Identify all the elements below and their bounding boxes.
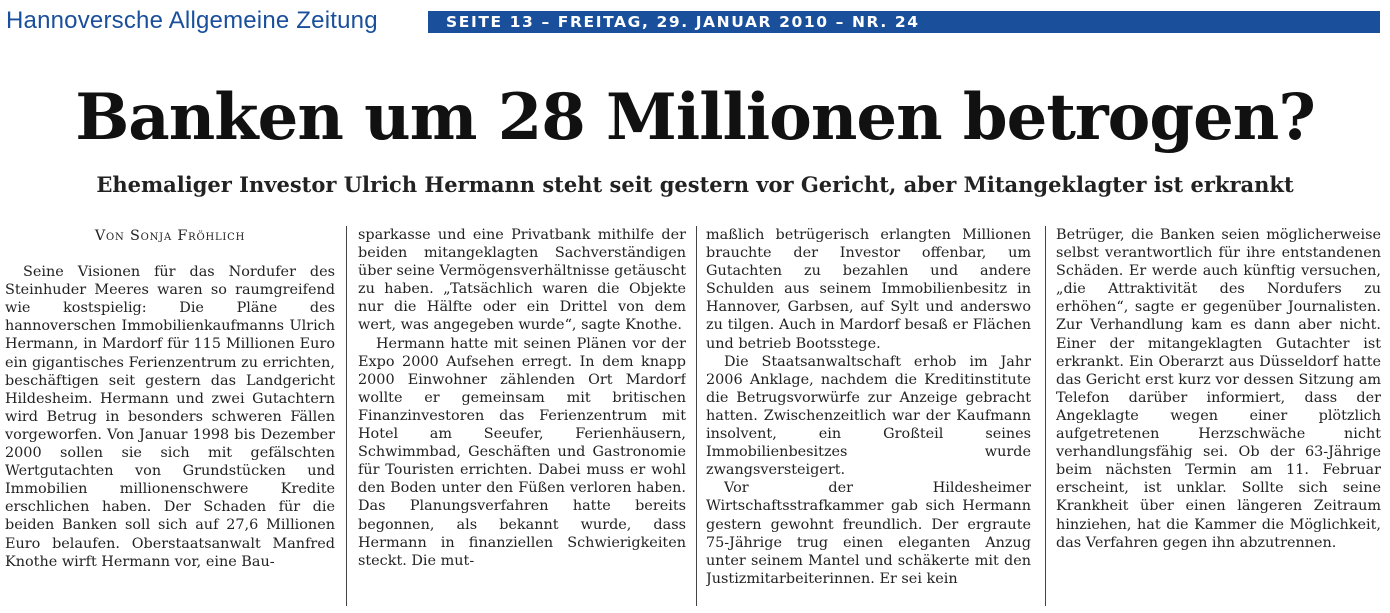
paragraph: Vor der Hildesheimer Wirtschaftsstrafkammer gab sich Hermann gestern gewohnt freundlich. Der ergraute 75-Jährige trug einen eleganten Anzug unter seinem Mantel und schäkerte mit den Justizmitarbeiterinnen. Er sei kein xyxy=(706,480,1031,587)
subheadline: Ehemaliger Investor Ulrich Hermann steht seit gestern vor Gericht, aber Mitangeklagter ist erkrankt xyxy=(96,172,1294,197)
masthead xyxy=(0,0,1390,36)
paragraph: Seine Visionen für das Nordufer des Steinhuder Meeres waren so raumgreifend wie kostspielig: Die Pläne des hannoverschen Immobilienkaufmanns Ulrich Hermann, in Mardorf für 115 Millionen Euro ein gigantisches Ferienzentrum zu errichten, beschäftigen seit gestern das Landgericht Hildesheim. Hermann und zwei Gutachtern wird Betrug in besonders schweren Fällen vorgeworfen. Von Januar 1998 bis Dezember 2000 sollen sie sich mit gefälschten Wertgutachten von Grundstücken und Immobilien millionenschwere Kredite erschlichen haben. Der Schaden für die beiden Banken soll sich auf 27,6 Millionen Euro belaufen. Oberstaatsanwalt Manfred Knothe wirft Hermann vor, eine Bau- xyxy=(5,264,335,570)
paragraph: sparkasse und eine Privatbank mithilfe der beiden mitangeklagten Sachverständigen über seine Vermögensverhältnisse getäuscht zu haben. „Tatsächlich waren die Objekte nur die Hälfte oder ein Drittel von dem wert, was angegeben wurde“, sagte Knothe. xyxy=(358,227,686,334)
article-column-3 xyxy=(706,226,1031,611)
byline: Von Sonja Fröhlich xyxy=(94,228,246,244)
headline: Banken um 28 Millionen betrogen? xyxy=(75,80,1315,155)
dateline: SEITE 13 – FREITAG, 29. JANUAR 2010 – NR. 24 xyxy=(446,13,920,31)
article-column-1 xyxy=(5,226,335,611)
column-divider xyxy=(346,226,347,606)
paragraph: Betrüger, die Banken seien möglicherweise selbst verantwortlich für ihre entstandenen Schäden. Er werde auch künftig versuchen, „die Attraktivität des Nordufers zu erhöhen“, sagte er gegenüber Journalisten. Zur Verhandlung kam es dann aber nicht. Einer der mitangeklagten Gutachter ist erkrankt. Ein Oberarzt aus Düsseldorf hatte das Gericht erst kurz vor dessen Sitzung am Telefon darüber informiert, dass der Angeklagte wegen einer plötzlich aufgetretenen Herzschwäche nicht verhandlungsfähig sei. Ob der 63-Jährige beim nächsten Termin am 11. Februar erscheint, ist unklar. Sollte sich seine Krankheit über einen längeren Zeitraum hinziehen, hat die Kammer die Möglichkeit, das Verfahren gegen ihn abzutrennen. xyxy=(1056,227,1381,551)
dateline-bar xyxy=(428,11,1380,33)
paragraph: Die Staatsanwaltschaft erhob im Jahr 2006 Anklage, nachdem die Kreditinstitute die Betrugsvorwürfe zur Anzeige gebracht hatten. Zwischenzeitlich war der Kaufmann insolvent, ein Großteil seines Immobilienbesitzes wurde zwangsversteigert. xyxy=(706,353,1031,479)
article-column-4 xyxy=(1056,226,1381,611)
column-divider xyxy=(696,226,697,606)
paragraph: maßlich betrügerisch erlangten Millionen brauchte der Investor offenbar, um Gutachten zu bezahlen und andere Schulden aus seinem Immobilienbesitz in Hannover, Garbsen, auf Sylt und anderswo zu tilgen. Auch in Mardorf besaß er Flächen und betrieb Bootsstege. xyxy=(706,227,1031,352)
article-column-2 xyxy=(358,226,686,611)
newspaper-name: Hannoversche Allgemeine Zeitung xyxy=(6,7,378,34)
paragraph: Hermann hatte mit seinen Plänen vor der Expo 2000 Aufsehen erregt. In dem knapp 2000 Einwohner zählenden Ort Mardorf wollte er gemeinsam mit britischen Finanzinvestoren das Ferienzentrum mit Hotel am Seeufer, Ferienhäusern, Schwimmbad, Geschäften und Gastronomie für Touristen errichten. Dabei muss er wohl den Boden unter den Füßen verloren haben. Das Planungsverfahren hatte bereits begonnen, als bekannt wurde, dass Hermann in finanziellen Schwierigkeiten steckt. Die mut- xyxy=(358,335,686,569)
column-divider xyxy=(1045,226,1046,606)
